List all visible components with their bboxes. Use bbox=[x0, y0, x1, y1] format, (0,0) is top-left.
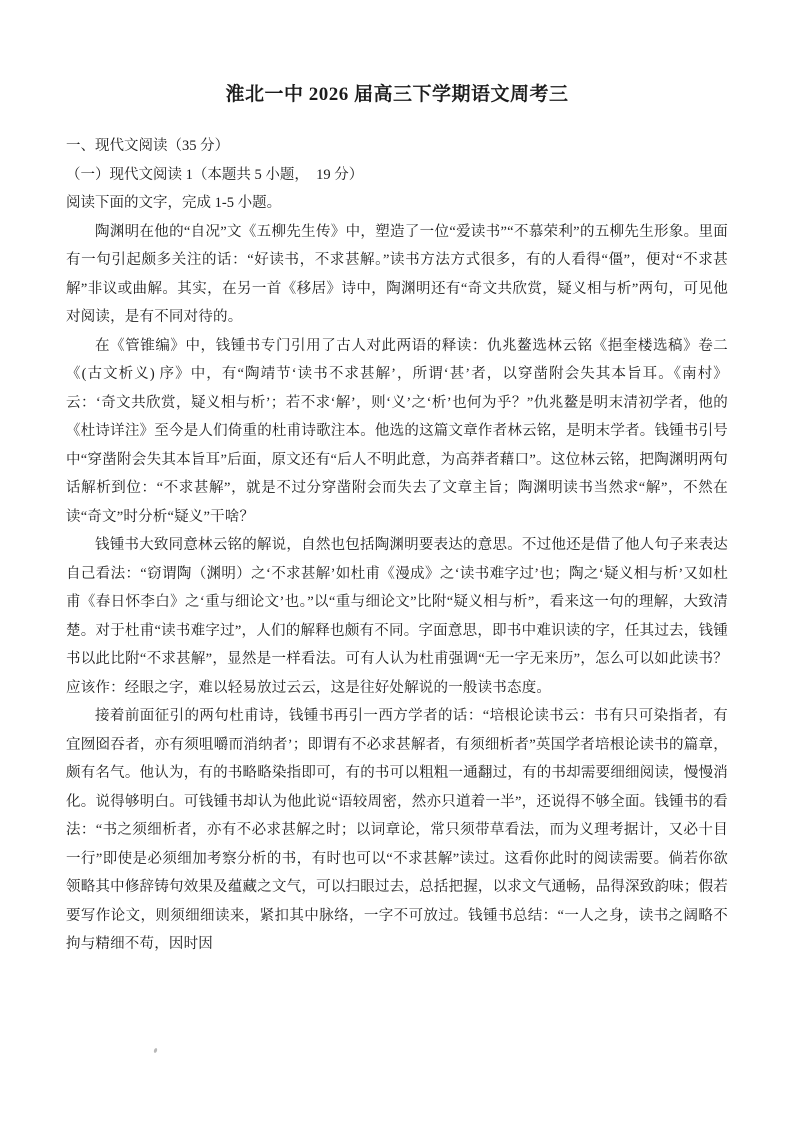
section-heading: 一、现代文阅读（35 分） bbox=[66, 138, 230, 154]
body-paragraph-2: 在《管锥编》中，钱锺书专门引用了古人对此两语的释读：仇兆鳌选林云铭《挹奎楼选稿》卷二《(古文析义) 序》中，有“陶靖节‘读书不求甚解’，所谓‘甚’者，以穿凿附会失其本旨耳。《南村》云：‘奇文共欣赏，疑义相与析’；若不求‘解’，则‘义’之‘析’也何为乎？”仇兆鳌是明末清初学者，他的《杜诗详注》至今是人们倚重的杜甫诗歌注本。他选的这篇文章作者林云铭，是明末学者。钱锺书引号中“穿凿附会失其本旨耳”后面，原文还有“后人不明此意，为高莽者藉口”。这位林云铭，把陶渊明两句话解析到位：“不求甚解”，就是不过分穿凿附会而失去了文章主旨；陶渊明读书当然求“解”，不然在读“奇文”时分析“疑义”干啥？ bbox=[66, 337, 728, 525]
page-title: 淮北一中 2026 届高三下学期语文周考三 bbox=[225, 84, 569, 105]
body-paragraph-3: 钱锺书大致同意林云铭的解说，自然也包括陶渊明要表达的意思。不过他还是借了他人句子来表达自己看法：“窃谓陶（渊明）之‘不求甚解’如杜甫《漫成》之‘读书难字过’也；陶之‘疑义相与析’又如杜甫《春日怀李白》之‘重与细论文’也。”以“重与细论文”比附“疑义相与析”，看来这一句的理解，大致清楚。对于杜甫“读书难字过”，人们的解释也颇有不同。字面意思，即书中难识读的字，任其过去，钱锺书以此比附“不求甚解”，显然是一样看法。可有人认为杜甫强调“无一字无来历”，怎么可以如此读书？应该作：经眼之字，难以轻易放过云云，这是往好处解说的一般读书态度。 bbox=[66, 537, 728, 696]
subsection-heading: （一）现代文阅读 1（本题共 5 小题， 19 分） bbox=[66, 166, 364, 183]
body-paragraph-1: 陶渊明在他的“自况”文《五柳先生传》中，塑造了一位“爱读书”“不慕荣利”的五柳先生形象。里面有一句引起颇多关注的话：“好读书，不求甚解。”读书方法方式很多，有的人看得“僵”，便对“不求甚解”非议或曲解。其实，在另一首《移居》诗中，陶渊明还有“奇文共欣赏，疑义相与析”两句，可见他对阅读，是有不同对待的。 bbox=[66, 223, 728, 325]
body-paragraph-4: 接着前面征引的两句杜甫诗，钱锺书再引一西方学者的话：“培根论读书云：书有只可染指者，有宜囫囵吞者，亦有须咀嚼而消纳者’；即谓有不必求甚解者，有须细析者”英国学者培根论读书的篇章，颇有名气。他认为，有的书略略染指即可，有的书可以粗粗一通翻过，有的书却需要细细阅读，慢慢消化。说得够明白。可钱锺书却认为他此说“语较周密，然亦只道着一半”，还说得不够全面。钱锺书的看法：“书之须细析者，亦有不必求甚解之时；以词章论，常只须带草看法，而为义理考据计，又必十目一行”即使是必须细加考察分析的书，有时也可以“不求甚解”读过。这看你此时的阅读需要。倘若你欲领略其中修辞铸句效果及蕴藏之文气，可以扫眼过去，总括把握，以求文气通畅，品得深致韵味；假若要写作论文，则须细细读来，紧扣其中脉络，一字不可放过。钱锺书总结：“一人之身，读书之阔略不拘与精细不苟，因时因 bbox=[66, 708, 728, 952]
reading-instruction: 阅读下面的文字，完成 1-5 小题。 bbox=[66, 195, 282, 211]
